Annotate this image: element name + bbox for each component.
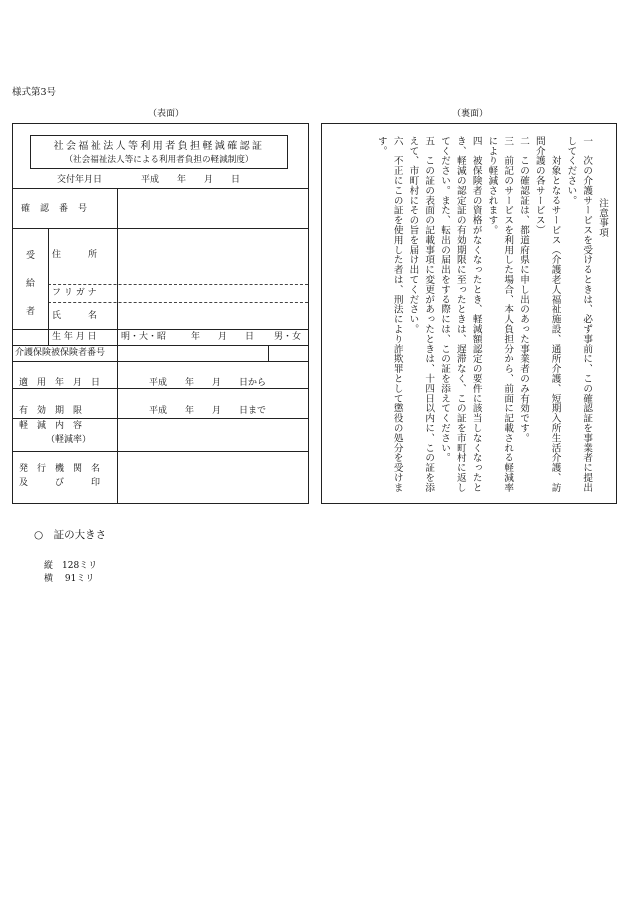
- birthdate-ymd: 年 月 日: [191, 332, 255, 342]
- grid-line-vertical: [48, 228, 49, 345]
- sex-options: 男・女: [274, 332, 302, 342]
- apply-date-value: 平成 年 月 日から: [149, 378, 267, 388]
- title-box: [30, 135, 288, 169]
- card-title: 社会福祉法人等利用者負担軽減確認証: [53, 141, 265, 152]
- note-item-1b: 対象となるサービス（介護老人福祉施設、通所介護、短期入所生活介護、訪問介護の各サービス）: [533, 136, 561, 493]
- grid-line-dashed: [48, 284, 308, 285]
- note-item-5: 五 この証の表面の記載事項に変更があったときは、十四日以内に、この証を添えて、市町村にその旨を届け出てください。: [407, 136, 435, 493]
- apply-date-label: 適 用 年 月 日: [19, 378, 101, 388]
- insured-no-label: 介護保険被保険者番号: [15, 348, 106, 358]
- name-label: 氏 名: [52, 311, 98, 321]
- grid-line: [13, 188, 308, 189]
- front-caption: （表面）: [148, 109, 185, 119]
- birthdate-era: 明・大・昭: [121, 332, 167, 342]
- notes-text: [373, 136, 610, 501]
- grid-line: [13, 388, 308, 389]
- note-item-6: 六 不正にこの証を使用した者は、刑法により詐欺罪として懲役の処分を受けます。: [375, 136, 403, 493]
- back-caption: （裏面）: [452, 109, 489, 119]
- recipient-char-3: 者: [26, 307, 36, 317]
- recipient-char-1: 受: [26, 251, 36, 261]
- card-subtitle: （社会福祉法人等による利用者負担の軽減制度）: [64, 155, 254, 165]
- grid-line: [13, 361, 308, 362]
- grid-line: [13, 418, 308, 419]
- size-heading: ○ 証の大きさ: [34, 529, 107, 541]
- size-width: 横 91ミリ: [44, 574, 95, 584]
- issuer-label-2: 及 び 印: [19, 478, 101, 488]
- confirm-no-label: 確 認 番 号: [21, 204, 88, 214]
- note-item-2: 二 この確認証は、都道府県に申し出のあった事業者のみ有効です。: [518, 136, 530, 443]
- birthdate-label: 生 年 月 日: [52, 332, 97, 342]
- form-number: 様式第3号: [12, 87, 57, 98]
- furigana-label: フ リ ガ ナ: [52, 288, 97, 298]
- reduction-label: 軽 減 内 容: [19, 421, 83, 431]
- grid-line-vertical: [268, 345, 269, 361]
- note-item-4: 四 被保険者の資格がなくなったとき、軽減額認定の要件に該当しなくなったとき、軽減の認定証の有効期限に至ったときは、遅滞なく、この証を市町村に返してください。また、転出の届出をする際には、この証を添えてください。: [439, 136, 482, 493]
- front-card: [12, 123, 309, 504]
- address-label: 住 所: [52, 250, 98, 260]
- issuer-label-1: 発 行 機 関 名: [19, 464, 101, 474]
- grid-line: [13, 329, 308, 330]
- notes-heading: 注意事項: [597, 198, 608, 238]
- reduction-rate-label: （軽減率）: [46, 435, 92, 445]
- issue-date-value: 平成 年 月 日: [141, 175, 241, 185]
- size-height: 縦 128ミリ: [44, 561, 98, 571]
- grid-line-vertical: [117, 188, 118, 504]
- back-card: [321, 123, 617, 504]
- grid-line-dashed: [48, 302, 308, 303]
- valid-period-value: 平成 年 月 日まで: [149, 406, 267, 416]
- recipient-char-2: 給: [26, 279, 36, 289]
- valid-period-label: 有 効 期 限: [19, 406, 83, 416]
- issue-date-label: 交付年月日: [57, 175, 103, 185]
- note-item-3: 三 前記のサービスを利用した場合、本人負担分から、前面に記載される軽減率により軽減されます。: [486, 136, 514, 493]
- grid-line: [13, 228, 308, 229]
- grid-line: [13, 451, 308, 452]
- note-item-1: 一 次の介護サービスを受けるときは、必ず事前に、この確認証を事業者に提出してください。: [565, 136, 593, 493]
- grid-line: [13, 345, 308, 346]
